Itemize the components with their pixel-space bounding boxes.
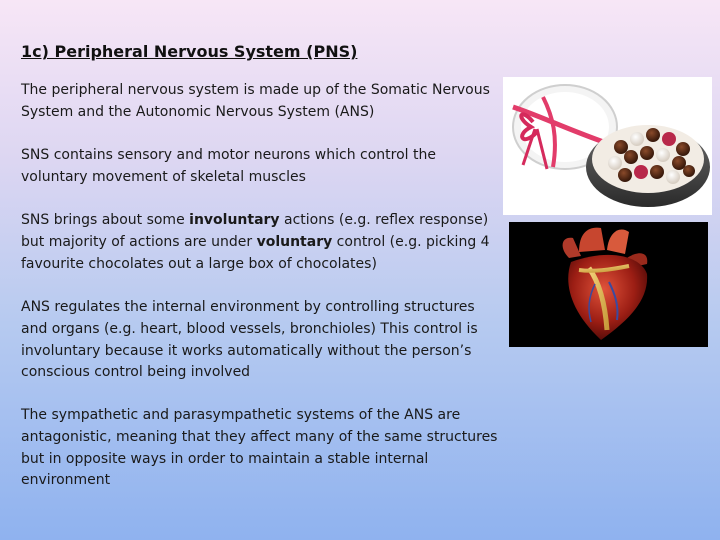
paragraph-ans-regulation: ANS regulates the internal environment by controlling structures and organs (e.g. heart, blood vessels, bronchioles) This control is involuntary because it works automatically without the person’s conscious control being involved bbox=[21, 299, 478, 381]
text-segment: control (e.g. picking 4 favourite chocolates out a large box of chocolates) bbox=[21, 233, 490, 272]
bold-term-voluntary: voluntary bbox=[256, 233, 333, 250]
chocolate-box-image bbox=[503, 77, 712, 215]
paragraph-pns-definition: The peripheral nervous system is made up of the Somatic Nervous System and the Autonomic Nervous System (ANS) bbox=[21, 82, 490, 120]
paragraph-sns-actions bbox=[21, 210, 499, 275]
text-segment: SNS brings about some bbox=[21, 212, 190, 228]
paragraph-antagonistic-systems: The sympathetic and parasympathetic systems of the ANS are antagonistic, meaning that they affect many of the same structures but in opposite ways in order to maintain a stable internal environment bbox=[21, 407, 498, 489]
bold-term-involuntary: involuntary bbox=[189, 212, 280, 228]
heart-image bbox=[509, 222, 708, 347]
text-segment: actions (e.g. reflex response) but majority of actions are under bbox=[21, 212, 489, 250]
slide-title: 1c) Peripheral Nervous System (PNS) bbox=[21, 42, 358, 61]
paragraph-sns-neurons: SNS contains sensory and motor neurons which control the voluntary movement of skeletal muscles bbox=[21, 147, 436, 185]
